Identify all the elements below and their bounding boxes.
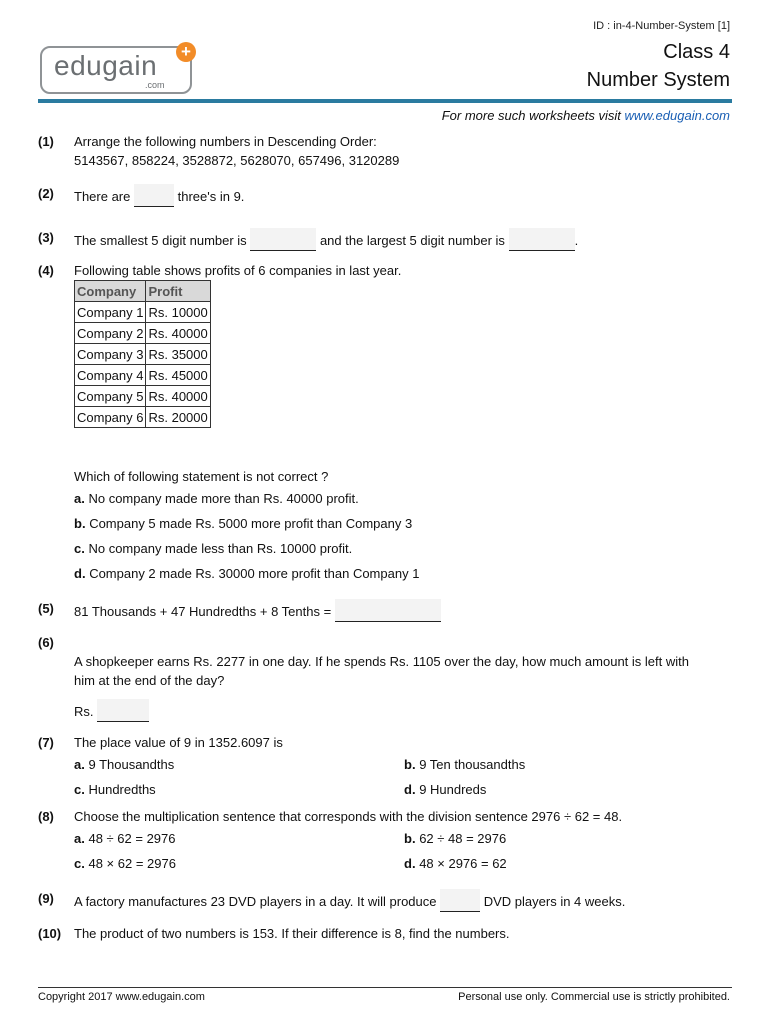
option-c[interactable] (74, 539, 352, 558)
option-label: a. (74, 491, 85, 506)
question-text: The product of two numbers is 153. If their difference is 8, find the numbers. (74, 926, 510, 941)
question-text: him at the end of the day? (74, 673, 225, 688)
question-number: (1) (38, 134, 54, 149)
question-1 (74, 132, 399, 170)
question-3 (74, 228, 578, 251)
table-row (75, 344, 211, 365)
question-5 (74, 599, 441, 622)
option-text: 9 Ten thousandths (419, 757, 526, 772)
option-text: 9 Thousandths (88, 757, 175, 772)
header-rule (38, 99, 732, 103)
option-text: 9 Hundreds (419, 782, 487, 797)
answer-blank[interactable] (440, 889, 480, 912)
cell-profit: Rs. 45000 (146, 365, 210, 386)
cell-company: Company 6 (75, 407, 146, 428)
option-text: 48 × 2976 = 62 (419, 856, 507, 871)
footer-usage: Personal use only. Commercial use is strictly prohibited. (458, 991, 730, 1003)
worksheet-id: ID : in-4-Number-System [1] (593, 20, 730, 32)
option-b[interactable] (404, 755, 525, 774)
answer-blank[interactable] (134, 184, 174, 207)
class-label: Class 4 (663, 41, 730, 63)
answer-blank-largest[interactable] (509, 228, 575, 251)
option-label: a. (74, 757, 85, 772)
option-text: 62 ÷ 48 = 2976 (419, 831, 507, 846)
table-row (75, 386, 211, 407)
visit-line (442, 108, 730, 123)
column-header-company: Company (75, 281, 146, 302)
cell-company: Company 5 (75, 386, 146, 407)
option-label: c. (74, 541, 85, 556)
option-label: b. (404, 831, 416, 846)
option-text: No company made less than Rs. 10000 profit. (88, 541, 353, 556)
option-b[interactable] (74, 514, 412, 533)
table-row (75, 365, 211, 386)
column-header-profit: Profit (146, 281, 210, 302)
question-numbers: 5143567, 858224, 3528872, 5628070, 657496, 3120289 (74, 153, 400, 168)
answer-blank[interactable] (97, 699, 149, 722)
option-label: a. (74, 831, 85, 846)
option-label: b. (404, 757, 416, 772)
topic-title: Number System (586, 69, 730, 91)
option-label: c. (74, 782, 85, 797)
cell-profit: Rs. 40000 (146, 386, 210, 407)
question-number: (3) (38, 230, 54, 245)
option-text: 48 ÷ 62 = 2976 (88, 831, 176, 846)
option-label: d. (404, 856, 416, 871)
question-text: and the largest 5 digit number is (319, 233, 505, 248)
footer-copyright: Copyright 2017 www.edugain.com (38, 991, 205, 1003)
question-number: (6) (38, 635, 54, 650)
option-a[interactable] (74, 829, 175, 848)
profit-table (74, 280, 211, 428)
option-text: 48 × 62 = 2976 (88, 856, 176, 871)
cell-profit: Rs. 10000 (146, 302, 210, 323)
option-a[interactable] (74, 489, 359, 508)
option-c[interactable] (74, 780, 156, 799)
question-text: DVD players in 4 weeks. (483, 894, 626, 909)
question-number: (8) (38, 809, 54, 824)
option-d[interactable] (404, 854, 507, 873)
table-row (75, 407, 211, 428)
visit-link[interactable]: www.edugain.com (624, 108, 730, 123)
question-text: A factory manufactures 23 DVD players in a day. It will produce (74, 894, 437, 909)
question-text: The smallest 5 digit number is (74, 233, 247, 248)
option-d[interactable] (404, 780, 486, 799)
question-6 (74, 652, 734, 690)
question-number: (9) (38, 891, 54, 906)
question-text: three's in 9. (177, 189, 245, 204)
answer-line (74, 699, 149, 722)
table-row (75, 323, 211, 344)
option-d[interactable] (74, 564, 419, 583)
question-number: (7) (38, 735, 54, 750)
answer-prefix: Rs. (74, 704, 94, 719)
cell-profit: Rs. 35000 (146, 344, 210, 365)
option-b[interactable] (404, 829, 506, 848)
cell-company: Company 3 (75, 344, 146, 365)
question-9 (74, 889, 625, 912)
option-label: b. (74, 516, 86, 531)
question-text: A shopkeeper earns Rs. 2277 in one day. If he spends Rs. 1105 over the day, how much amount is left with (74, 654, 689, 669)
option-text: Hundredths (88, 782, 156, 797)
cell-profit: Rs. 20000 (146, 407, 210, 428)
question-prompt: Which of following statement is not correct ? (74, 469, 329, 484)
question-2 (74, 184, 244, 207)
question-number: (2) (38, 186, 54, 201)
answer-blank[interactable] (335, 599, 441, 622)
option-a[interactable] (74, 755, 174, 774)
question-text: The place value of 9 in 1352.6097 is (74, 735, 283, 750)
question-text: . (574, 233, 579, 248)
cell-company: Company 4 (75, 365, 146, 386)
logo-text: edugain (54, 50, 158, 81)
option-label: d. (404, 782, 416, 797)
option-c[interactable] (74, 854, 176, 873)
table-header-row (75, 281, 211, 302)
question-text: Choose the multiplication sentence that corresponds with the division sentence 2976 ÷ 62 = 48. (74, 809, 623, 824)
option-label: c. (74, 856, 85, 871)
logo-com: .com (145, 80, 165, 90)
question-text: There are (74, 189, 131, 204)
option-text: Company 2 made Rs. 30000 more profit than Company 1 (89, 566, 420, 581)
cell-company: Company 1 (75, 302, 146, 323)
question-text: Following table shows profits of 6 companies in last year. (74, 263, 402, 278)
option-label: d. (74, 566, 86, 581)
answer-blank-smallest[interactable] (250, 228, 316, 251)
cell-profit: Rs. 40000 (146, 323, 210, 344)
question-text: 81 Thousands + 47 Hundredths + 8 Tenths = (74, 604, 332, 619)
option-text: No company made more than Rs. 40000 profit. (88, 491, 359, 506)
question-number: (10) (38, 926, 62, 941)
question-number: (4) (38, 263, 54, 278)
table-row (75, 302, 211, 323)
option-text: Company 5 made Rs. 5000 more profit than Company 3 (89, 516, 413, 531)
logo-plus-icon: + (176, 42, 196, 62)
question-number: (5) (38, 601, 54, 616)
footer-rule (38, 987, 732, 988)
question-text: Arrange the following numbers in Descending Order: (74, 134, 377, 149)
cell-company: Company 2 (75, 323, 146, 344)
visit-prefix: For more such worksheets visit (441, 108, 625, 123)
